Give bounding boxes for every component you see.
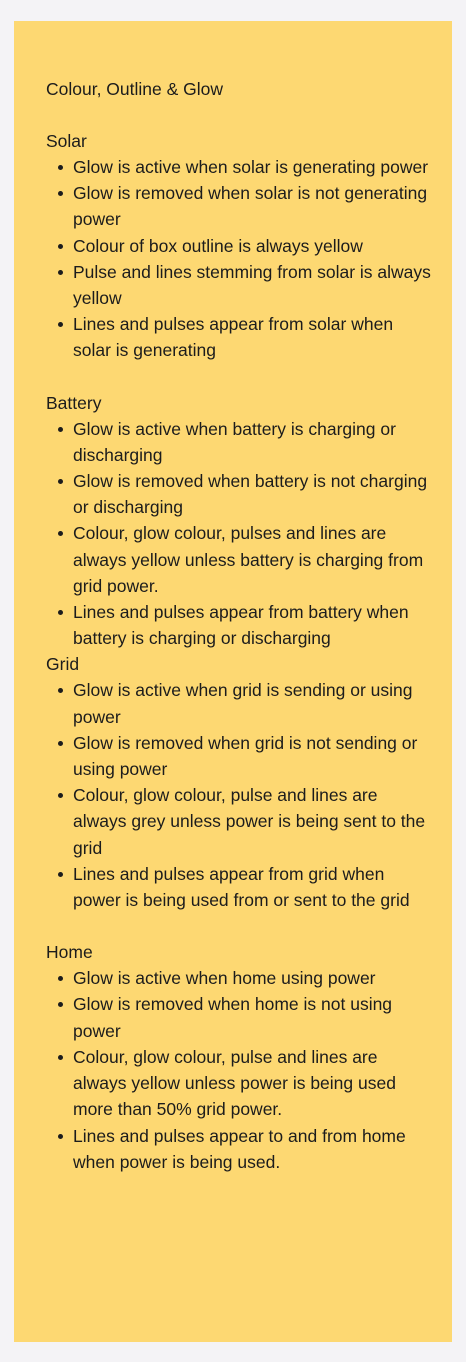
list-item: Glow is active when battery is charging or discharging [73,416,432,468]
list-item: Lines and pulses appear to and from home when power is being used. [73,1123,432,1175]
battery-bullet-list [46,416,432,652]
grid-bullet-list [46,677,432,913]
section-title-home: Home [46,942,93,963]
list-item: Lines and pulses appear from grid when power is being used from or sent to the grid [73,861,432,913]
section-title-battery: Battery [46,392,102,413]
list-item: Colour, glow colour, pulse and lines are always grey unless power is being sent to the grid [73,782,432,861]
list-item: Lines and pulses appear from battery when battery is charging or discharging [73,599,432,651]
list-item: Glow is active when solar is generating power [73,154,432,180]
home-bullet-list [46,965,432,1175]
list-item: Colour, glow colour, pulses and lines are always yellow unless battery is charging from grid power. [73,520,432,599]
sticky-note [14,21,452,1342]
spacer [46,364,432,390]
list-item: Colour, glow colour, pulse and lines are always yellow unless power is being used more than 50% grid power. [73,1044,432,1123]
list-item: Glow is removed when solar is not generating power [73,180,432,232]
spacer [46,913,432,939]
list-item: Glow is active when home using power [73,965,432,991]
list-item: Colour of box outline is always yellow [73,233,432,259]
list-item: Glow is removed when home is not using power [73,991,432,1043]
section-title-grid: Grid [46,654,80,675]
solar-bullet-list [46,154,432,364]
list-item: Glow is removed when battery is not charging or discharging [73,468,432,520]
section-title-solar: Solar [46,131,87,151]
note-title: Colour, Outline & Glow [46,79,224,99]
list-item: Pulse and lines stemming from solar is always yellow [73,259,432,311]
list-item: Glow is removed when grid is not sending or using power [73,730,432,782]
list-item: Lines and pulses appear from solar when solar is generating [73,311,432,363]
list-item: Glow is active when grid is sending or using power [73,677,432,729]
